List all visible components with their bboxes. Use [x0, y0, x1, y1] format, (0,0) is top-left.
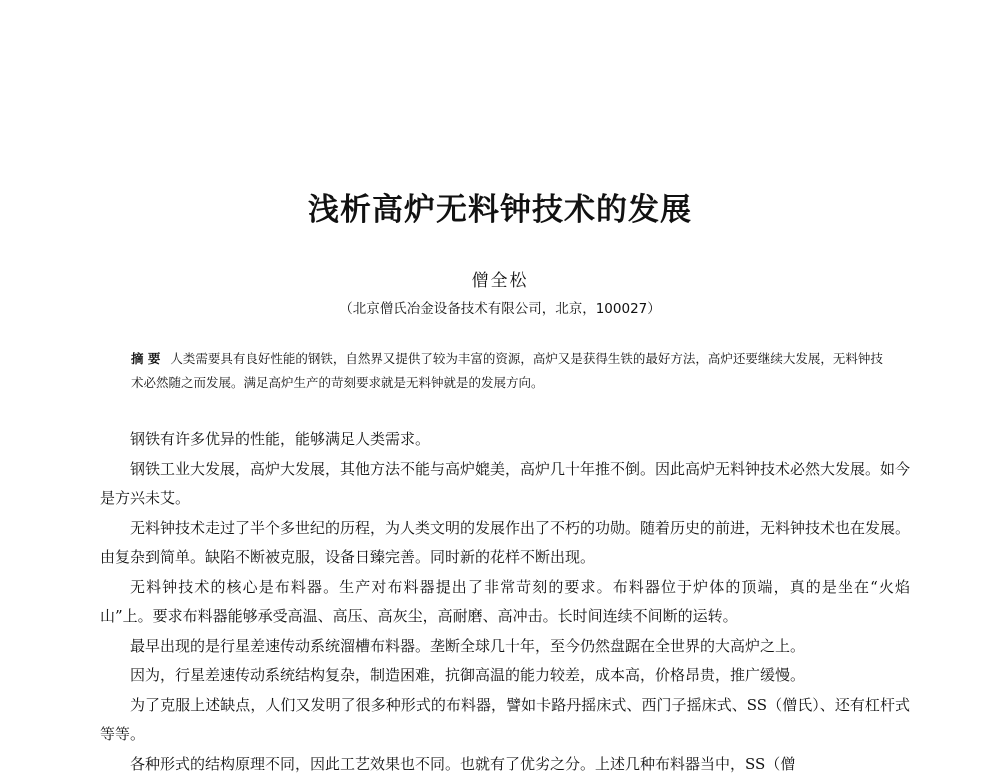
paragraph: 为了克服上述缺点，人们又发明了很多种形式的布料器，譬如卡路丹摇床式、西门子摇床式、SS（僧氏）、还有杠杆式等等。 — [100, 691, 910, 750]
abstract-label: 摘 要 — [131, 351, 160, 366]
paragraph: 无料钟技术走过了半个多世纪的历程，为人类文明的发展作出了不朽的功勋。随着历史的前进，无料钟技术也在发展。由复杂到简单。缺陷不断被克服，设备日臻完善。同时新的花样不断出现。 — [100, 514, 910, 573]
body-text — [100, 425, 910, 779]
author-name: 僧全松 — [0, 266, 1000, 291]
paragraph: 钢铁有许多优异的性能，能够满足人类需求。 — [100, 425, 910, 455]
paragraph: 最早出现的是行星差速传动系统溜槽布料器。垄断全球几十年，至今仍然盘踞在全世界的大高炉之上。 — [100, 632, 910, 662]
paragraph: 钢铁工业大发展，高炉大发展，其他方法不能与高炉媲美，高炉几十年推不倒。因此高炉无料钟技术必然大发展。如今是方兴未艾。 — [100, 455, 910, 514]
paragraph: 各种形式的结构原理不同，因此工艺效果也不同。也就有了优劣之分。上述几种布料器当中，SS（僧 — [100, 750, 910, 779]
abstract — [131, 347, 891, 395]
author-affiliation: （北京僧氏冶金设备技术有限公司，北京，100027） — [0, 297, 1000, 317]
article-title: 浅析高炉无料钟技术的发展 — [0, 184, 1000, 229]
abstract-text: 人类需要具有良好性能的钢铁，自然界又提供了较为丰富的资源，高炉又是获得生铁的最好方法，高炉还要继续大发展，无料钟技术必然随之而发展。满足高炉生产的苛刻要求就是无料钟就是的发展方向。 — [131, 351, 883, 390]
paragraph: 因为，行星差速传动系统结构复杂，制造困难，抗御高温的能力较差，成本高，价格昂贵，推广缓慢。 — [100, 661, 910, 691]
paragraph: 无料钟技术的核心是布料器。生产对布料器提出了非常苛刻的要求。布料器位于炉体的顶端，真的是坐在“火焰山”上。要求布料器能够承受高温、高压、高灰尘，高耐磨、高冲击。长时间连续不间断的运转。 — [100, 573, 910, 632]
